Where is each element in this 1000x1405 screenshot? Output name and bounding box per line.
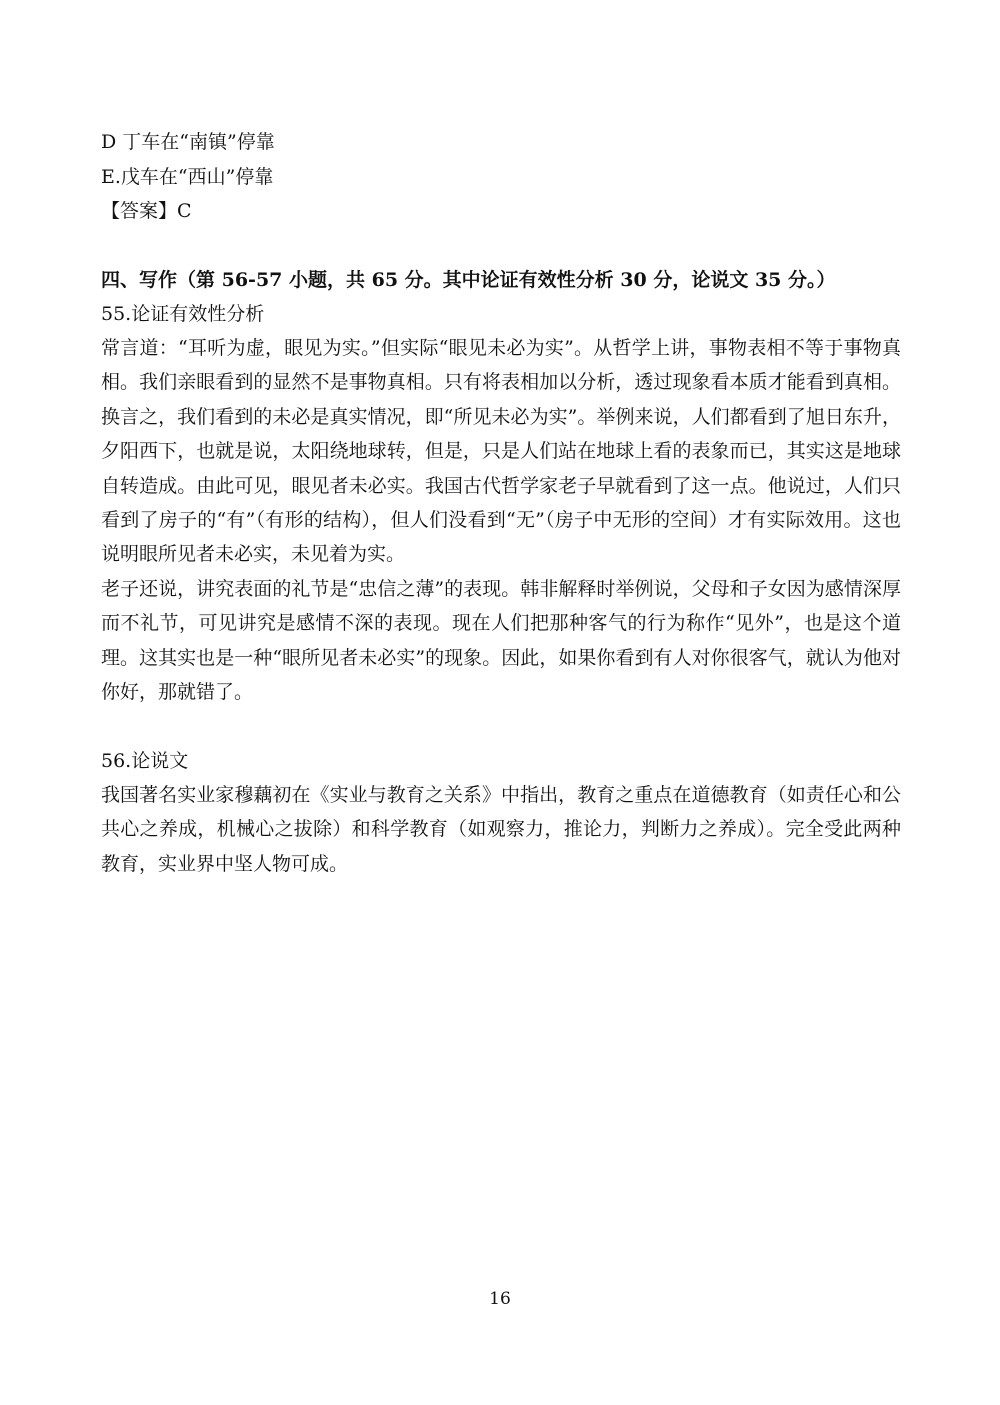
section-title: 四、写作（第 56-57 小题，共 65 分。其中论证有效性分析 30 分，论说文 35 分。）: [101, 269, 836, 291]
q56-title: 56.论说文: [101, 750, 189, 772]
q55-paragraph-2: 老子还说，讲究表面的礼节是“忠信之薄”的表现。韩非解释时举例说，父母和子女因为感情深厚而不礼节，可见讲究是感情不深的表现。现在人们把那种客气的行为称作“见外”，也是这个道理。这其实也是一种“眼所见者未必实”的现象。因此，如果你看到有人对你很客气，就认为他对你好，那就错了。: [101, 578, 901, 704]
q55-title: 55.论证有效性分析: [101, 303, 265, 325]
option-e: E.戊车在“西山”停靠: [101, 166, 274, 188]
q56-paragraph-1: 我国著名实业家穆藕初在《实业与教育之关系》中指出，教育之重点在道德教育（如责任心和公共心之养成，机械心之拔除）和科学教育（如观察力，推论力，判断力之养成）。完全受此两种教育，实业界中坚人物可成。: [101, 784, 901, 875]
q55-paragraph-1: 常言道：“耳听为虚，眼见为实。”但实际“眼见未必为实”。从哲学上讲，事物表相不等于事物真相。我们亲眼看到的显然不是事物真相。只有将表相加以分析，透过现象看本质才能看到真相。换言之，我们看到的未必是真实情况，即“所见未必为实”。举例来说，人们都看到了旭日东升，夕阳西下，也就是说，太阳绕地球转，但是，只是人们站在地球上看的表象而已，其实这是地球自转造成。由此可见，眼见者未必实。我国古代哲学家老子早就看到了这一点。他说过，人们只看到了房子的“有”（有形的结构），但人们没看到“无”（房子中无形的空间）才有实际效用。这也说明眼所见者未必实，未见着为实。: [101, 337, 901, 566]
answer-line: 【答案】C: [101, 200, 192, 222]
option-d: D 丁车在“南镇”停靠: [101, 131, 275, 153]
page-number: 16: [489, 1289, 511, 1309]
